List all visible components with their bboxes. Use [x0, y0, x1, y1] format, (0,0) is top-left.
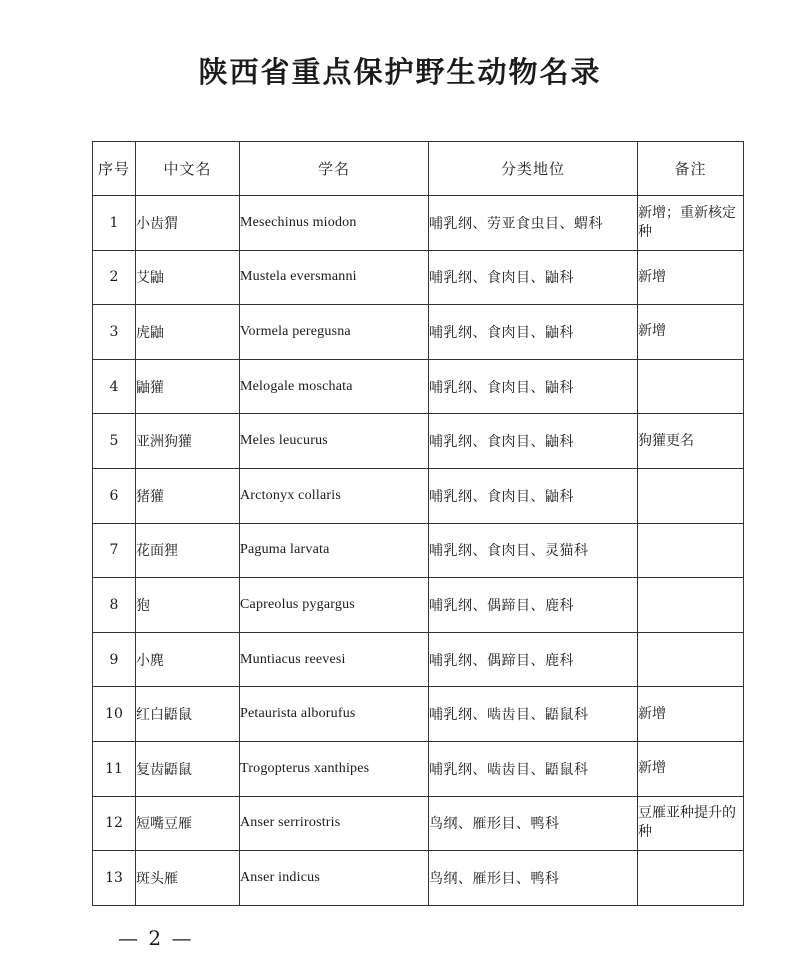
cell-number: 6 — [93, 468, 136, 523]
cell-remarks — [638, 851, 744, 906]
cell-chinese-name: 虎鼬 — [136, 305, 240, 360]
cell-number: 3 — [93, 305, 136, 360]
cell-remarks — [638, 632, 744, 687]
cell-remarks — [638, 523, 744, 578]
cell-chinese-name: 小麂 — [136, 632, 240, 687]
cell-number: 2 — [93, 250, 136, 305]
table-row — [93, 414, 744, 469]
cell-remarks: 新增 — [638, 250, 744, 305]
cell-remarks: 豆雁亚种提升的种 — [638, 796, 744, 851]
page-number: — 2 — — [118, 926, 194, 950]
cell-taxonomy: 哺乳纲、食肉目、鼬科 — [429, 250, 638, 305]
cell-number: 4 — [93, 359, 136, 414]
cell-remarks — [638, 578, 744, 633]
cell-remarks: 新增；重新核定种 — [638, 196, 744, 251]
table-row — [93, 196, 744, 251]
cell-scientific-name: Capreolus pygargus — [240, 578, 429, 633]
cell-scientific-name: Anser indicus — [240, 851, 429, 906]
table-row — [93, 578, 744, 633]
cell-number: 8 — [93, 578, 136, 633]
cell-scientific-name: Mesechinus miodon — [240, 196, 429, 251]
cell-remarks: 新增 — [638, 741, 744, 796]
header-chinese-name: 中文名 — [136, 142, 240, 196]
table-row — [93, 523, 744, 578]
cell-taxonomy: 哺乳纲、食肉目、灵猫科 — [429, 523, 638, 578]
cell-number: 5 — [93, 414, 136, 469]
cell-taxonomy: 哺乳纲、食肉目、鼬科 — [429, 414, 638, 469]
cell-chinese-name: 短嘴豆雁 — [136, 796, 240, 851]
table-row — [93, 796, 744, 851]
cell-taxonomy: 哺乳纲、食肉目、鼬科 — [429, 468, 638, 523]
cell-chinese-name: 狍 — [136, 578, 240, 633]
table-row — [93, 687, 744, 742]
cell-chinese-name: 斑头雁 — [136, 851, 240, 906]
cell-taxonomy: 哺乳纲、劳亚食虫目、蝟科 — [429, 196, 638, 251]
cell-taxonomy: 哺乳纲、食肉目、鼬科 — [429, 305, 638, 360]
cell-number: 12 — [93, 796, 136, 851]
cell-scientific-name: Anser serrirostris — [240, 796, 429, 851]
header-number: 序号 — [93, 142, 136, 196]
cell-remarks: 新增 — [638, 687, 744, 742]
header-remarks: 备注 — [638, 142, 744, 196]
cell-taxonomy: 哺乳纲、啮齿目、鼯鼠科 — [429, 687, 638, 742]
table-row — [93, 741, 744, 796]
cell-chinese-name: 亚洲狗獾 — [136, 414, 240, 469]
header-taxonomy: 分类地位 — [429, 142, 638, 196]
cell-remarks — [638, 468, 744, 523]
table-row — [93, 250, 744, 305]
cell-number: 13 — [93, 851, 136, 906]
cell-taxonomy: 哺乳纲、啮齿目、鼯鼠科 — [429, 741, 638, 796]
cell-taxonomy: 哺乳纲、食肉目、鼬科 — [429, 359, 638, 414]
cell-chinese-name: 猪獾 — [136, 468, 240, 523]
cell-chinese-name: 艾鼬 — [136, 250, 240, 305]
cell-chinese-name: 花面狸 — [136, 523, 240, 578]
cell-scientific-name: Trogopterus xanthipes — [240, 741, 429, 796]
cell-scientific-name: Petaurista alborufus — [240, 687, 429, 742]
table-row — [93, 359, 744, 414]
cell-number: 7 — [93, 523, 136, 578]
cell-number: 9 — [93, 632, 136, 687]
cell-chinese-name: 鼬獾 — [136, 359, 240, 414]
table-row — [93, 851, 744, 906]
cell-taxonomy: 哺乳纲、偶蹄目、鹿科 — [429, 578, 638, 633]
cell-scientific-name: Vormela peregusna — [240, 305, 429, 360]
cell-scientific-name: Meles leucurus — [240, 414, 429, 469]
cell-taxonomy: 鸟纲、雁形目、鸭科 — [429, 796, 638, 851]
cell-chinese-name: 红白鼯鼠 — [136, 687, 240, 742]
table-row — [93, 632, 744, 687]
table-header-row — [93, 142, 744, 196]
cell-remarks — [638, 359, 744, 414]
species-table — [92, 141, 744, 906]
cell-scientific-name: Mustela eversmanni — [240, 250, 429, 305]
header-scientific-name: 学名 — [240, 142, 429, 196]
cell-scientific-name: Melogale moschata — [240, 359, 429, 414]
cell-remarks: 狗獾更名 — [638, 414, 744, 469]
cell-taxonomy: 鸟纲、雁形目、鸭科 — [429, 851, 638, 906]
table-row — [93, 468, 744, 523]
cell-scientific-name: Paguma larvata — [240, 523, 429, 578]
cell-scientific-name: Arctonyx collaris — [240, 468, 429, 523]
cell-number: 11 — [93, 741, 136, 796]
cell-number: 10 — [93, 687, 136, 742]
table-body — [93, 196, 744, 906]
cell-chinese-name: 复齿鼯鼠 — [136, 741, 240, 796]
cell-scientific-name: Muntiacus reevesi — [240, 632, 429, 687]
cell-taxonomy: 哺乳纲、偶蹄目、鹿科 — [429, 632, 638, 687]
cell-remarks: 新增 — [638, 305, 744, 360]
cell-number: 1 — [93, 196, 136, 251]
document-title: 陕西省重点保护野生动物名录 — [198, 55, 602, 89]
table-row — [93, 305, 744, 360]
cell-chinese-name: 小齿猬 — [136, 196, 240, 251]
